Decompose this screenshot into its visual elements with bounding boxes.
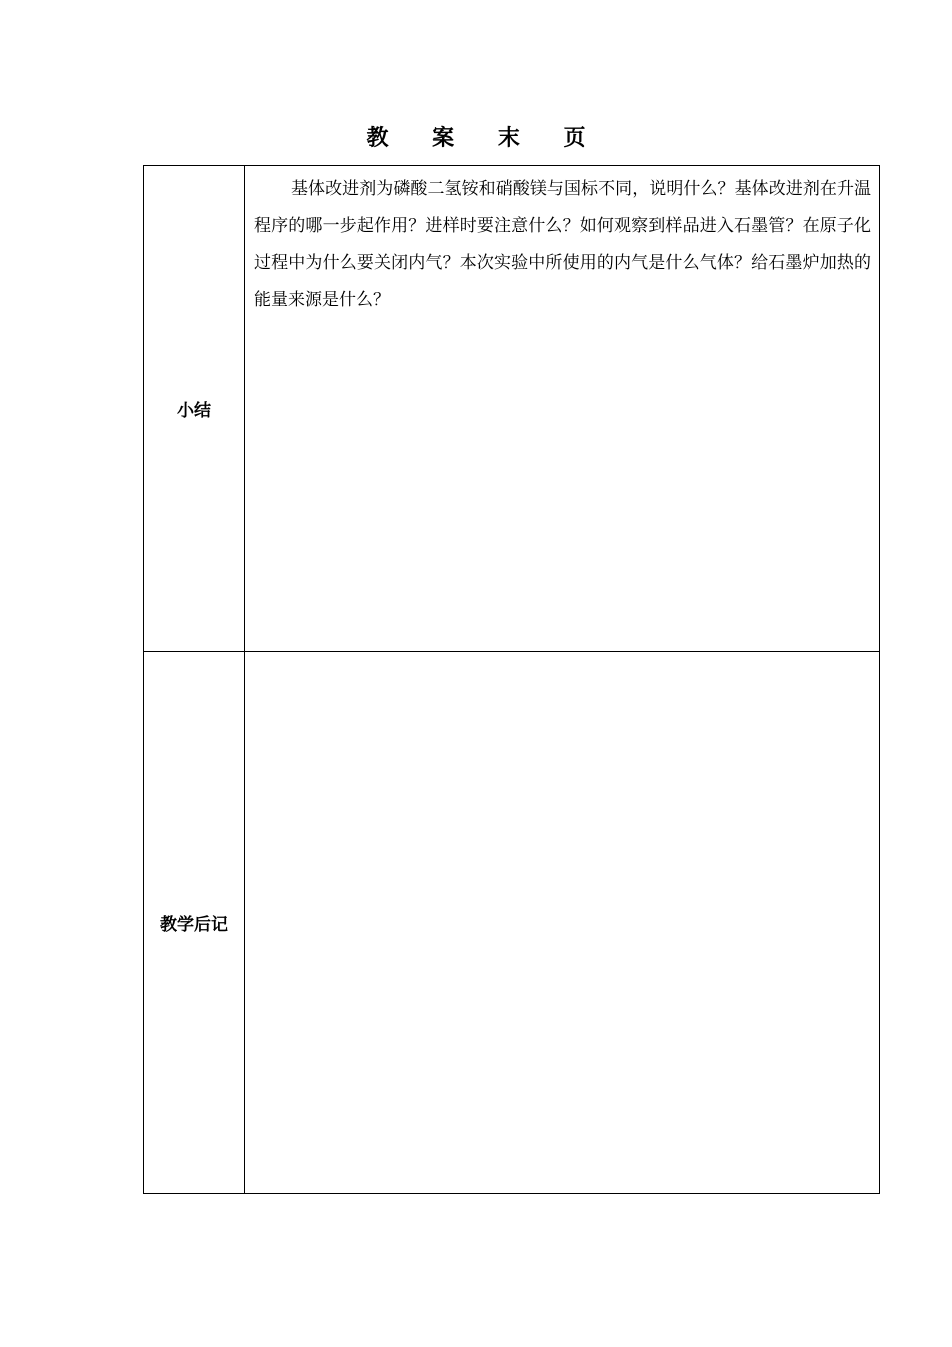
table-row-teaching-notes — [144, 652, 880, 1194]
page-title: 教 案 末 页 — [366, 125, 604, 151]
table-row-summary — [144, 166, 880, 652]
summary-text: 基体改进剂为磷酸二氢铵和硝酸镁与国标不同，说明什么？基体改进剂在升温程序的哪一步起作用？进样时要注意什么？如何观察到样品进入石墨管？在原子化过程中为什么要关闭内气？本次实验中所使用的内气是什么气体？给石墨炉加热的能量来源是什么？ — [254, 179, 871, 310]
summary-content-cell — [245, 166, 880, 652]
teaching-notes-content-cell — [245, 652, 880, 1194]
teaching-notes-label: 教学后记 — [144, 652, 245, 1194]
lesson-plan-table — [143, 165, 880, 1194]
summary-label: 小结 — [144, 166, 245, 652]
